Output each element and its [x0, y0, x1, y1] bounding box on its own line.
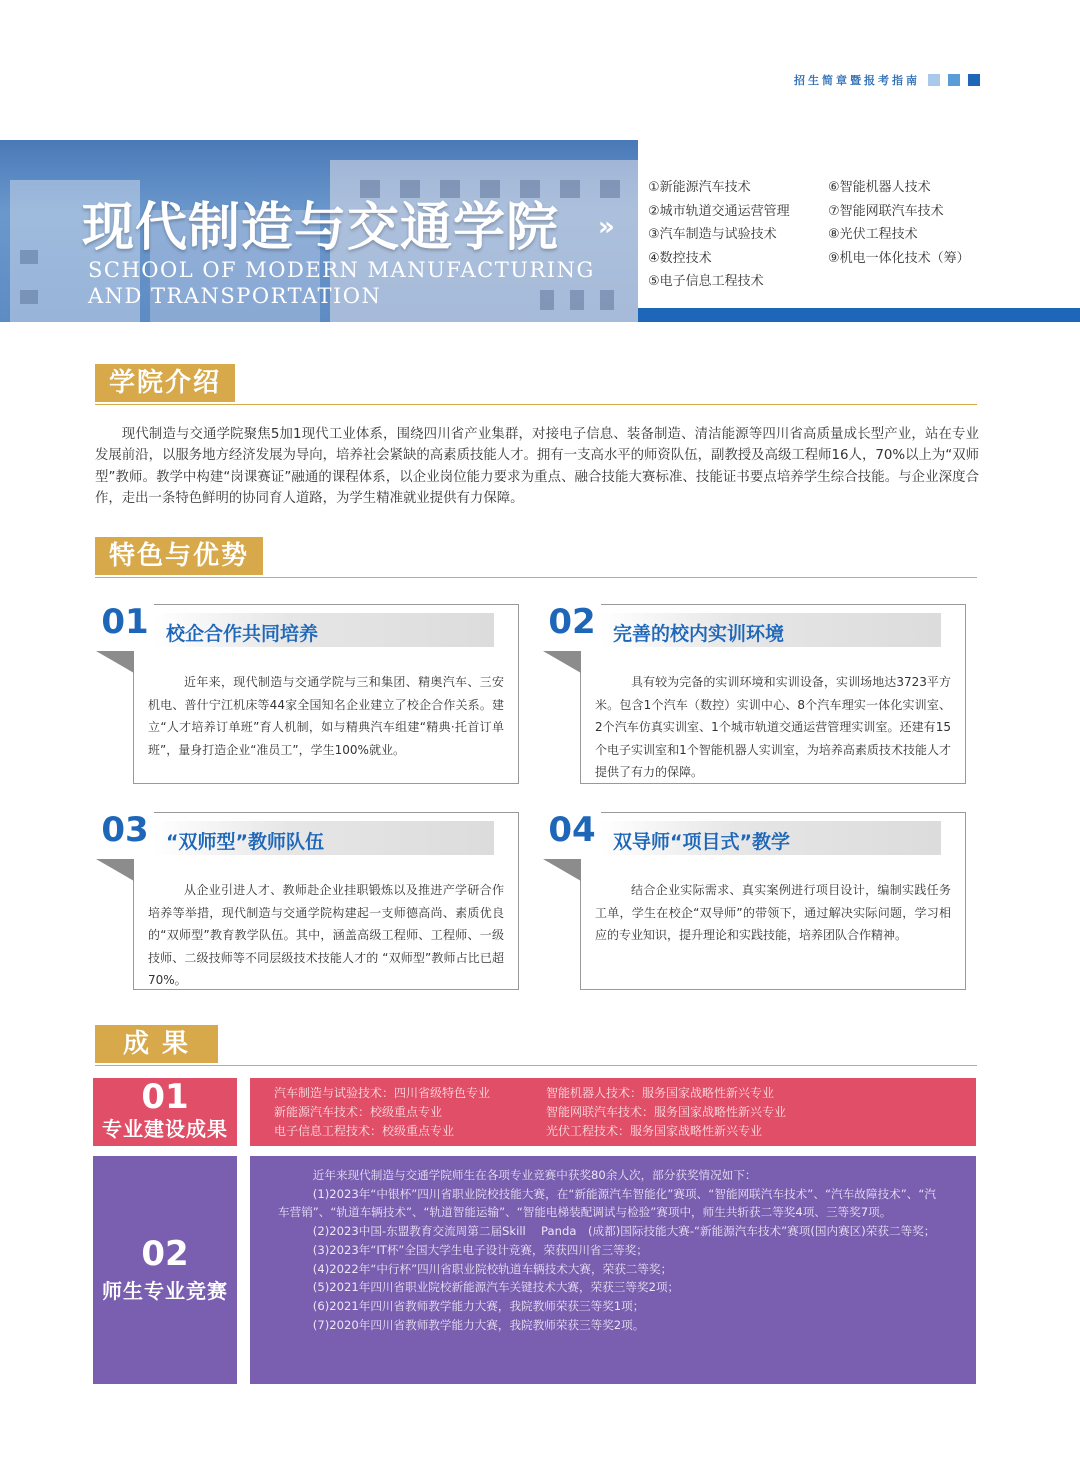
section-title: 学院介绍: [95, 364, 235, 402]
result-line: 汽车制造与试验技术：四川省级特色专业: [274, 1086, 491, 1100]
section-features-header: [95, 537, 263, 577]
result-label: [93, 1156, 237, 1384]
result-line: 电子信息工程技术：校级重点专业: [274, 1124, 455, 1138]
college-title-en-line1: SCHOOL OF MODERN MANUFACTURING: [88, 258, 595, 282]
result-line: 智能网联汽车技术：服务国家战略性新兴专业: [546, 1105, 787, 1119]
result-block-major-building: [93, 1078, 976, 1146]
section-divider: [95, 577, 977, 578]
college-title-en-line2: AND TRANSPORTATION: [88, 284, 382, 308]
building-window: [20, 290, 38, 304]
header-banner: [0, 140, 638, 322]
section-title: 成 果: [95, 1025, 218, 1063]
brand-line: [794, 72, 980, 88]
major-item: ⑨机电一体化技术（筹）: [828, 250, 970, 266]
brand-square-light: [928, 74, 940, 86]
result-line: 光伏工程技术：服务国家战略性新兴专业: [546, 1124, 763, 1138]
building-window: [600, 290, 614, 310]
competition-item: (5)2021年四川省职业院校新能源汽车关键技术大赛，荣获三等奖2项；: [312, 1280, 680, 1295]
college-title: 现代制造与交通学院: [82, 198, 560, 258]
feature-card: [548, 602, 966, 784]
section-divider: [95, 1065, 977, 1066]
major-item: ②城市轨道交通运营管理: [648, 203, 790, 219]
intro-paragraph: 现代制造与交通学院聚焦5加1现代工业体系，围绕四川省产业集群，对接电子信息、装备制造、清洁能源等四川省高质量成长型产业，站在专业发展前沿，以服务地方经济发展为导向，培养社会紧缺的高素质技能人才。拥有一支高水平的师资队伍，副教授及高级工程师16人，70%以上为“双师型”教师。教学中构建“岗课赛证”融通的课程体系，以企业岗位能力要求为重点、融合技能大赛标准、技能证书要点培养学生综合技能。与企业深度合作，走出一条特色鲜明的协同育人道路，为学生精准就业提供有力保障。: [95, 427, 979, 506]
feature-title: 双导师“项目式”教学: [613, 831, 790, 853]
building-window: [540, 290, 554, 310]
feature-card-header: [543, 805, 943, 859]
competition-item: (6)2021年四川省教师教学能力大赛，我院教师荣获三等奖1项；: [312, 1298, 645, 1313]
competition-item: (1)2023年“中银杯”四川省职业院校技能大赛，在“新能源汽车智能化”赛项、“智能网联汽车技术”、“汽车故障技术”、“汽车营销”、“轨道车辆技术”、“轨道智能运输”、“智能电梯装配调试与检验”赛项中，师生共斩获二等奖4项、三等奖7项。: [278, 1186, 936, 1220]
fold-corner: [96, 651, 134, 673]
section-title: 特色与优势: [95, 537, 263, 575]
result-title: 师生专业竞赛: [102, 1279, 228, 1303]
major-item: ①新能源汽车技术: [648, 180, 751, 195]
result-label: [93, 1078, 237, 1146]
result-title: 专业建设成果: [102, 1117, 228, 1141]
brand-text: 招生简章暨报考指南: [794, 74, 920, 87]
major-item: ⑧光伏工程技术: [828, 227, 918, 243]
feature-body: 结合企业实际需求、真实案例进行项目设计，编制实践任务工单，学生在校企“双导师”的带领下，通过解决实际问题，学习相应的专业知识，提升理论和实践技能，培养团队合作精神。: [595, 883, 951, 942]
result-block-competitions: [93, 1156, 976, 1384]
section-intro-header: [95, 364, 235, 404]
section-results-header: [95, 1025, 218, 1065]
majors-right-column: [828, 176, 970, 270]
competition-lead: 近年来现代制造与交通学院师生在各项专业竞赛中获奖80余人次，部分获奖情况如下：: [312, 1168, 757, 1182]
result-content: [250, 1156, 976, 1384]
building-window: [20, 250, 38, 264]
feature-title: “双师型”教师队伍: [166, 831, 324, 853]
feature-card: [101, 602, 519, 784]
competition-item: (4)2022年“中行杯”四川省职业院校轨道车辆技术大赛，荣获二等奖；: [312, 1261, 673, 1276]
result-number: 02: [141, 1234, 189, 1274]
feature-card-header: [96, 597, 496, 651]
double-chevron-icon: »: [598, 212, 609, 242]
feature-title: 完善的校内实训环境: [613, 623, 785, 645]
competition-item: (2)2023中国-东盟教育交流周第二届Skill Panda (成都)国际技能大赛-“新能源汽车技术”赛项(国内赛区)荣获二等奖；: [312, 1224, 936, 1239]
feature-card-header: [96, 805, 496, 859]
fold-corner: [543, 651, 581, 673]
fold-corner: [96, 859, 134, 881]
building-window: [600, 180, 620, 198]
brand-square-dark: [968, 74, 980, 86]
feature-card-header: [543, 597, 943, 651]
feature-body: 从企业引进人才、教师赴企业挂职锻炼以及推进产学研合作培养等举措，现代制造与交通学院构建起一支师德高尚、素质优良的“双师型”教育教学队伍。其中，涵盖高级工程师、工程师、一级技师、二级技师等不同层级技术技能人才的 “双师型”教师占比已超 70%。: [148, 883, 504, 987]
result-right-column: [546, 1084, 786, 1141]
result-content: [250, 1078, 976, 1146]
feature-number: 03: [96, 805, 154, 859]
feature-title: 校企合作共同培养: [166, 623, 319, 645]
feature-body: 具有较为完备的实训环境和实训设备，实训场地达3723平方米。包含1个汽车（数控）实训中心、8个汽车理实一体化实训室、2个汽车仿真实训室、1个城市轨道交通运营管理实训室。还建有15个电子实训室和1个智能机器人实训室，为培养高素质技术技能人才提供了有力的保障。: [595, 675, 951, 779]
brand-square-mid: [948, 74, 960, 86]
feature-card: [548, 810, 966, 990]
result-number: 01: [141, 1077, 189, 1117]
section-divider: [95, 404, 977, 405]
feature-card: [101, 810, 519, 990]
header-accent-bar: [638, 308, 1080, 322]
major-item: ③汽车制造与试验技术: [648, 227, 777, 243]
feature-body: 近年来，现代制造与交通学院与三和集团、精奥汽车、三安机电、普什宁江机床等44家全国知名企业建立了校企合作关系。建立“人才培养订单班”育人机制，如与精典汽车组建“精典·托首订单班”，量身打造企业“准员工”，学生100%就业。: [148, 675, 504, 757]
major-item: ⑥智能机器人技术: [828, 180, 931, 195]
building-window: [570, 290, 584, 310]
building-window: [560, 180, 580, 198]
competition-item: (3)2023年“IT杯”全国大学生电子设计竞赛，荣获四川省三等奖；: [312, 1242, 648, 1257]
feature-number: 01: [96, 597, 154, 651]
majors-left-column: [648, 176, 790, 294]
feature-number: 02: [543, 597, 601, 651]
result-left-column: [274, 1084, 490, 1141]
major-item: ⑦智能网联汽车技术: [828, 203, 944, 219]
feature-number: 04: [543, 805, 601, 859]
major-item: ⑤电子信息工程技术: [648, 274, 764, 290]
major-item: ④数控技术: [648, 250, 712, 266]
fold-corner: [543, 859, 581, 881]
result-line: 智能机器人技术：服务国家战略性新兴专业: [546, 1086, 775, 1100]
competition-item: (7)2020年四川省教师教学能力大赛，我院教师荣获三等奖2项。: [312, 1317, 645, 1332]
result-line: 新能源汽车技术：校级重点专业: [274, 1105, 443, 1119]
